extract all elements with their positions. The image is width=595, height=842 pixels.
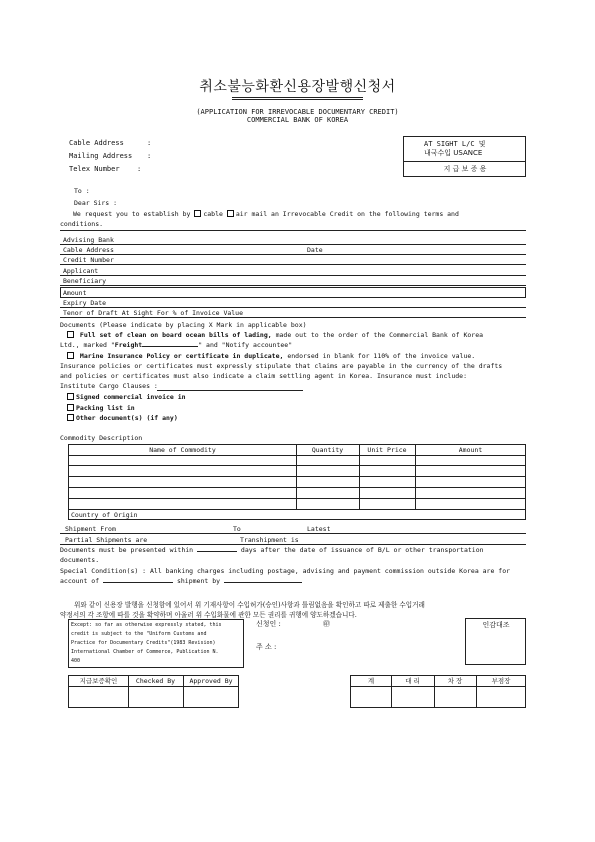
- except-line-2: credit is subject to the "Uniform Customs and: [71, 631, 207, 637]
- packing-checkbox[interactable]: [67, 404, 74, 411]
- lc-type-box: [403, 136, 526, 177]
- shipment-row[interactable]: Shipment From To Latest: [60, 524, 526, 534]
- title-underline-2: [232, 99, 363, 100]
- credit-number-row[interactable]: Credit Number: [60, 255, 526, 265]
- cable-checkbox[interactable]: [194, 210, 201, 217]
- approval-col-approved: Approved By: [189, 677, 233, 685]
- request-line-2: conditions.: [60, 220, 104, 228]
- subtitle: (APPLICATION FOR IRREVOCABLE DOCUMENTARY CREDIT): [196, 108, 399, 116]
- except-line-1: Except: so far as otherwise expressly stated, this: [71, 622, 222, 628]
- cargo-clauses: Institute Cargo Clauses :: [60, 382, 158, 390]
- telex-number-label: Telex Number :: [69, 165, 142, 173]
- cable-address-label: Cable Address :: [69, 139, 152, 147]
- approval-col-guarantee: 지급보증확인: [79, 677, 118, 685]
- insurance-line-3: and policies or certificates must also indicate a claim settling agent in Korea. Insurance must include:: [60, 372, 467, 380]
- freight-line: Ltd., marked "Freight " and "Notify accountee": [60, 341, 293, 349]
- account-line: account of shipment by: [60, 577, 302, 585]
- to-label: To :: [74, 187, 90, 195]
- lc-type-line1: AT SIGHT L/C 및: [424, 140, 486, 148]
- applicant-signature-label: 신청인 :: [256, 620, 281, 628]
- dear-sirs: Dear Sirs :: [74, 199, 118, 207]
- cable-address-row[interactable]: Cable Address Date: [60, 245, 526, 255]
- except-box: [68, 619, 244, 668]
- commodity-table[interactable]: [68, 444, 526, 520]
- lc-type-line2: 내국수입 USANCE: [424, 149, 483, 157]
- beneficiary-row[interactable]: Beneficiary: [60, 276, 526, 286]
- commodity-heading: Commodity Description: [60, 434, 143, 442]
- seal-verify-box[interactable]: [465, 618, 526, 665]
- bill-of-lading-checkbox[interactable]: [67, 331, 74, 338]
- declaration-line-2: 약정서의 각 조항에 따를 것을 확약하며 아울러 위 수입화물에 관한 모든 권리를 귀행에 양도하겠습니다.: [60, 611, 357, 619]
- declaration-line-1: 위와 같이 신용장 발행을 신청함에 있어서 위 기재사항이 수입허가(승인)사항과 틀림없음을 확인하고 따로 제출한 수입거래: [74, 601, 425, 609]
- col-unit-price: Unit Price: [367, 446, 407, 454]
- other-line: Other document(s) (if any): [67, 414, 178, 422]
- approval-col-manager: 차 장: [447, 677, 463, 685]
- invoice-checkbox[interactable]: [67, 393, 74, 400]
- tenor-row[interactable]: Tenor of Draft At Sight For % of Invoice Value: [60, 308, 526, 318]
- amount-row[interactable]: Amount: [60, 287, 526, 298]
- page-title: 취소불능화환신용장발행신청서: [199, 79, 396, 95]
- except-line-3: Practice for Documentary Credits"(1983 Revision): [71, 640, 216, 646]
- country-of-origin: Country of Origin: [71, 511, 138, 519]
- lc-type-divider: [404, 161, 526, 162]
- rule: [60, 230, 526, 231]
- applicant-row[interactable]: Applicant: [60, 266, 526, 276]
- lc-type-line3: 지 급 보 증 용: [443, 165, 487, 173]
- airmail-checkbox[interactable]: [227, 210, 234, 217]
- special-conditions: Special Condition(s) : All banking charges including postage, advising and payment commission outside Korea are for: [60, 567, 511, 575]
- bank-name: COMMERCIAL BANK OF KOREA: [246, 116, 349, 124]
- seal-mark: ㊞: [323, 620, 330, 628]
- mailing-address-label: Mailing Address :: [69, 152, 152, 160]
- approval-grid-left[interactable]: [68, 675, 239, 708]
- other-checkbox[interactable]: [67, 414, 74, 421]
- approval-grid-right[interactable]: [350, 675, 526, 708]
- packing-line: Packing list in: [67, 404, 135, 412]
- presentation-line: Documents must be presented within days after the date of issuance of B/L or other transportation: [60, 546, 484, 554]
- address-label: 주 소 :: [256, 643, 277, 651]
- col-quantity: Quantity: [311, 446, 344, 454]
- except-line-5: 400: [71, 658, 81, 664]
- approval-col-deputy: 대 리: [405, 677, 420, 685]
- approval-col-branch-head: 부점장: [491, 677, 511, 685]
- title-underline: [232, 97, 363, 98]
- bill-of-lading-line: Full set of clean on board ocean bills of lading, made out to the order of the Commercial Bank of Korea: [67, 331, 483, 339]
- col-name: Name of Commodity: [149, 446, 216, 454]
- insurance-line: Marine Insurance Policy or certificate in duplicate, endorsed in blank for 110% of the invoice value.: [67, 352, 475, 360]
- approval-col-staff: 계: [367, 677, 375, 685]
- advising-bank-row[interactable]: Advising Bank: [60, 235, 526, 245]
- expiry-date-row[interactable]: Expiry Date: [60, 298, 526, 308]
- invoice-line: Signed commercial invoice in: [67, 393, 186, 401]
- documents-heading: Documents (Please indicate by placing X Mark in applicable box): [60, 321, 307, 329]
- insurance-checkbox[interactable]: [67, 352, 74, 359]
- insurance-line-2: Insurance policies or certificates must expressly stipulate that claims are payable in the currency of the drafts: [60, 362, 503, 370]
- col-amount: Amount: [458, 446, 483, 454]
- except-line-4: International Chamber of Commerce, Publication N.: [71, 649, 219, 655]
- seal-verify-label: 인감대조: [482, 621, 510, 629]
- presentation-line-2: documents.: [60, 556, 100, 564]
- approval-col-checked: Checked By: [135, 677, 176, 685]
- partial-shipment-row[interactable]: Partial Shipments are Transhipment is: [60, 535, 526, 545]
- cargo-clauses-blank[interactable]: [157, 390, 303, 391]
- request-line: We request you to establish by cable air mail an Irrevocable Credit on the following terms and: [73, 210, 459, 218]
